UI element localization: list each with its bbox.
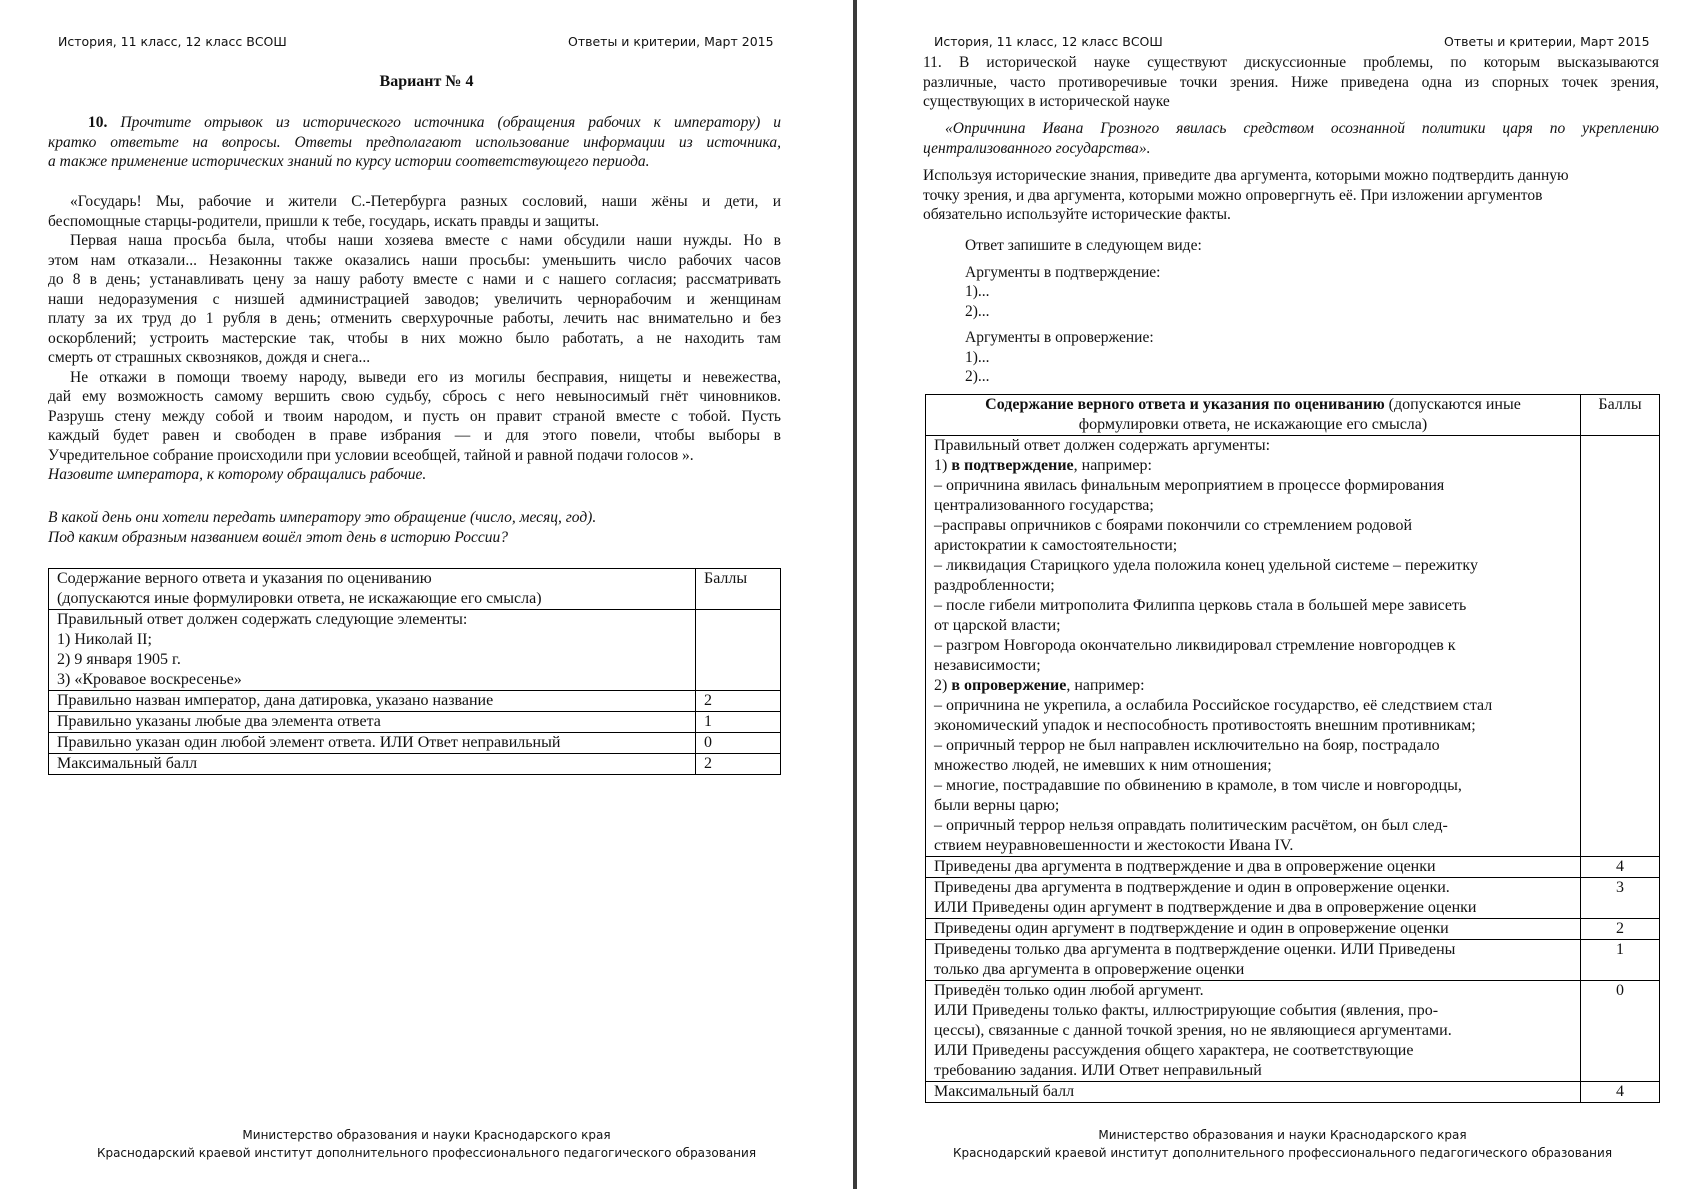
refute-item: 1)... [965, 348, 990, 366]
footer-ministry: Министерство образования и науки Краснодарского края [1098, 1128, 1467, 1142]
table-row [49, 691, 781, 712]
criterion-cell [926, 878, 1581, 919]
task-number: 10. [88, 114, 108, 131]
answer-cell [926, 436, 1581, 857]
argument-line: аристократии к самостоятельности; [934, 537, 1178, 554]
confirm-suffix: , например: [1073, 457, 1152, 474]
instruction-line: Используя исторические знания, приведите два аргумента, которыми можно подтвердить данную [923, 167, 1569, 184]
quote-line: централизованного государства». [923, 139, 1151, 157]
criterion-line: ИЛИ Приведены только факты, иллюстрирующие события (явления, про- [934, 1002, 1439, 1019]
argument-line: независимости; [934, 657, 1041, 674]
argument-line: раздробленности; [934, 577, 1055, 594]
header-left-text: История, 11 класс, 12 класс ВСОШ [934, 34, 1163, 49]
confirm-heading: в подтверждение [951, 457, 1074, 474]
answer-form [965, 236, 1565, 387]
argument-line: – опричный террор нельзя оправдать политическим расчётом, он был след- [934, 817, 1448, 834]
argument-line: – после гибели митрополита Филиппа церковь стала в большей мере зависеть [934, 597, 1467, 614]
quote-line: «Опричнина Ивана Грозного явилась средством осознанной политики царя по укреплению [945, 120, 1659, 137]
table-row [49, 712, 781, 733]
task-instruction [923, 166, 1659, 225]
header-rest: (допускаются иные [1384, 396, 1521, 413]
source-line: до 8 в день; устанавливать цену за нашу работу вместе с нами и с нашего согласия; рассматривать [48, 271, 781, 288]
answer-item: 2) 9 января 1905 г. [57, 651, 181, 668]
criterion-cell [926, 940, 1581, 981]
task-10-text [48, 113, 781, 172]
table-row [926, 436, 1660, 857]
criterion-line: Приведены только два аргумента в подтверждение оценки. ИЛИ Приведены [934, 941, 1456, 958]
answer-item: 1) Николай II; [57, 631, 152, 648]
intro-line: 11. В исторической науке существуют дискуссионные проблемы, по которым высказываются [923, 54, 1659, 71]
table-row [926, 857, 1660, 878]
points-cell: 2 [696, 691, 781, 712]
refute-prefix: 2) [934, 677, 952, 694]
points-cell: 3 [1581, 878, 1660, 919]
intro-line: различные, часто противоречивые точки зрения. Ниже приведена одна из спорных точек зрения, [923, 73, 1659, 91]
argument-line: – опричнина не укрепила, а ослабила Российское государство, её следствием стал [934, 697, 1493, 714]
table-header-row [926, 395, 1660, 436]
source-line: беспомощные старцы-родители, пришли к тебе, государь, искать правды и защиты. [48, 212, 600, 230]
points-cell [696, 610, 781, 691]
source-line: оскорблений; устроить мастерские так, чтобы в них можно было работать, а не находить там [48, 329, 781, 347]
table-header-cell [926, 395, 1581, 436]
source-line: каждый будет равен и свободен в праве избрания — и для этого повели, чтобы выборы в [48, 427, 781, 444]
argument-line: экономический упадок и неспособность противостоять внешним противникам; [934, 717, 1476, 734]
question-2: В какой день они хотели передать императору это обращение (число, месяц, год). [48, 509, 597, 526]
footer-institute: Краснодарский краевой институт дополнительного профессионального педагогического образования [96, 1146, 757, 1160]
criterion-cell: Правильно назван император, дана датировка, указано название [49, 691, 696, 712]
header-line: (допускаются иные формулировки ответа, не искажающие его смысла) [57, 590, 542, 607]
source-line: этом нам отказали... Незаконны также оказались наши просьбы: уменьшить число рабочих часов [48, 251, 781, 269]
source-line: Разрушь стену между собой и твоим народом, и пусть он правит страной вместе с тобой. Пусть [48, 407, 781, 425]
confirm-label: Аргументы в подтверждение: [965, 263, 1161, 281]
criterion-line: только два аргумента в опровержение оценки [934, 961, 1245, 978]
answer-intro: Правильный ответ должен содержать следующие элементы: [57, 611, 468, 628]
criterion-cell [926, 1082, 1581, 1103]
variant-title: Вариант № 4 [379, 73, 474, 90]
criterion-line: Приведены два аргумента в подтверждение и два в опровержение оценки [934, 858, 1436, 875]
header-bold: Содержание верного ответа и указания по оцениванию [985, 396, 1385, 413]
points-cell [1581, 436, 1660, 857]
argument-line: были верны царю; [934, 797, 1060, 814]
source-line: Не откажи в помощи твоему народу, выведи его из могилы бесправия, нищеты и невежества, [70, 368, 781, 386]
criterion-line: цессы), связанные с данной точкой зрения, но не являющиеся аргументами. [934, 1022, 1452, 1039]
criterion-cell: Правильно указан один любой элемент ответа. ИЛИ Ответ неправильный [49, 733, 696, 754]
header-right-text: Ответы и критерии, Март 2015 [1444, 34, 1650, 49]
instruction-line: точку зрения, и два аргумента, которыми можно опровергнуть её. При изложении аргументов [923, 186, 1543, 204]
criterion-cell [926, 981, 1581, 1082]
refute-suffix: , например: [1066, 677, 1145, 694]
answer-intro: Правильный ответ должен содержать аргументы: [934, 437, 1271, 454]
argument-line: ствием неуравновешенности и жестокости Ивана IV. [934, 837, 1294, 854]
criterion-line: Максимальный балл [934, 1083, 1075, 1100]
task-line: кратко ответьте на вопросы. Ответы предполагают использование информации из источника, [48, 133, 781, 151]
task-11-intro [923, 53, 1659, 112]
table-row [49, 733, 781, 754]
header-left-text: История, 11 класс, 12 класс ВСОШ [58, 34, 287, 49]
table-row [926, 878, 1660, 919]
answer-item: 3) «Кровавое воскресенье» [57, 671, 242, 688]
footer-ministry: Министерство образования и науки Краснодарского края [242, 1128, 611, 1142]
refute-heading: в опровержение [951, 677, 1067, 694]
source-line: дай ему возможность самому вершить свою судьбу, сбрось с него невыносимый гнёт чиновников. [48, 388, 781, 405]
points-cell: 4 [1581, 1082, 1660, 1103]
confirm-item: 1)... [965, 283, 990, 300]
criterion-cell: Правильно указаны любые два элемента ответа [49, 712, 696, 733]
disputed-quote [923, 119, 1659, 158]
criterion-cell [926, 919, 1581, 940]
question-1: Назовите императора, к которому обращались рабочие. [48, 466, 427, 483]
points-cell: 0 [1581, 981, 1660, 1082]
criterion-line: требованию задания. ИЛИ Ответ неправильный [934, 1062, 1262, 1079]
table-row [926, 981, 1660, 1082]
criterion-line: ИЛИ Приведены один аргумент в подтверждение и два в опровержение оценки [934, 899, 1477, 916]
source-line: плату за их труд до 1 рубля в день; отменить сверхурочные работы, лечить нас внимательно и без [48, 310, 781, 327]
argument-line: множество людей, не имевших к ним отношения; [934, 757, 1272, 774]
footer-institute: Краснодарский краевой институт дополнительного профессионального педагогического образования [952, 1146, 1613, 1160]
intro-line: существующих в исторической науке [923, 93, 1170, 110]
instruction-line: обязательно используйте исторические факты. [923, 206, 1231, 223]
questions [48, 508, 781, 547]
criterion-cell: Максимальный балл [49, 754, 696, 775]
table-row [49, 754, 781, 775]
table-row [926, 940, 1660, 981]
table-row [926, 1082, 1660, 1103]
table-row [49, 610, 781, 691]
header-right-text: Ответы и критерии, Март 2015 [568, 34, 774, 49]
criterion-cell [926, 857, 1581, 878]
criterion-line: Приведены два аргумента в подтверждение и один в опровержение оценки. [934, 879, 1450, 896]
argument-line: – опричный террор не был направлен исключительно на бояр, пострадало [934, 737, 1440, 754]
table-row [926, 919, 1660, 940]
refute-label: Аргументы в опровержение: [965, 329, 1154, 346]
points-cell: 4 [1581, 857, 1660, 878]
criterion-line: ИЛИ Приведены рассуждения общего характера, не соответствующие [934, 1042, 1414, 1059]
criterion-line: Приведён только один любой аргумент. [934, 982, 1204, 999]
criterion-line: Приведены один аргумент в подтверждение и один в опровержение оценки [934, 920, 1449, 937]
refute-item: 2)... [965, 368, 990, 385]
criteria-table-11 [925, 394, 1660, 1103]
source-line: Первая наша просьба была, чтобы наши хозяева вместе с нами обсудили наши нужды. Но в [70, 232, 781, 249]
answer-form-title: Ответ запишите в следующем виде: [965, 237, 1202, 254]
confirm-item: 2)... [965, 302, 990, 320]
argument-line: – ликвидация Старицкого удела положила конец удельной системе – пережитку [934, 557, 1478, 574]
header-line: Содержание верного ответа и указания по оцениванию [57, 570, 432, 587]
points-cell: 0 [696, 733, 781, 754]
points-cell: 2 [696, 754, 781, 775]
left-page [0, 0, 853, 1189]
right-page [857, 0, 1708, 1189]
task-line: а также применение исторических знаний по курсу истории соответствующего периода. [48, 153, 650, 170]
argument-line: от царской власти; [934, 617, 1061, 634]
points-cell: 1 [1581, 940, 1660, 981]
points-header-cell: Баллы [1581, 395, 1660, 436]
argument-line: – многие, пострадавшие по обвинению в крамоле, в том числе и новгородцы, [934, 777, 1462, 794]
argument-line: централизованного государства; [934, 497, 1154, 514]
source-excerpt [48, 192, 781, 485]
argument-line: – разгром Новгорода окончательно ликвидировал стремление новгородцев к [934, 637, 1456, 654]
source-line: Учредительное собрание происходили при условии всеобщей, тайной и равной подачи голосов ». [48, 446, 694, 464]
header-line: формулировки ответа, не искажающие его смысла) [1078, 416, 1428, 433]
source-line: «Государь! Мы, рабочие и жители С.-Петербурга разных сословий, наши жёны и дети, и [70, 193, 781, 210]
answer-cell [49, 610, 696, 691]
task-line: Прочтите отрывок из исторического источника (обращения рабочих к императору) и [120, 114, 782, 131]
question-3: Под каким образным названием вошёл этот день в историю России? [48, 528, 509, 546]
table-header-row [49, 569, 781, 610]
argument-line: – опричнина явилась финальным мероприятием в процессе формирования [934, 477, 1445, 494]
source-line: смерть от страшных сквозняков, дождя и снега... [48, 349, 371, 366]
table-header-cell [49, 569, 696, 610]
argument-line: –расправы опричников с боярами покончили со стремлением родовой [934, 517, 1413, 534]
criteria-table-10 [48, 568, 781, 775]
points-cell: 1 [696, 712, 781, 733]
points-cell: 2 [1581, 919, 1660, 940]
source-line: наши недоразумения с низшей администрацией заводов; увеличить чернорабочим и женщинам [48, 290, 781, 308]
confirm-prefix: 1) [934, 457, 952, 474]
points-header-cell: Баллы [696, 569, 781, 610]
